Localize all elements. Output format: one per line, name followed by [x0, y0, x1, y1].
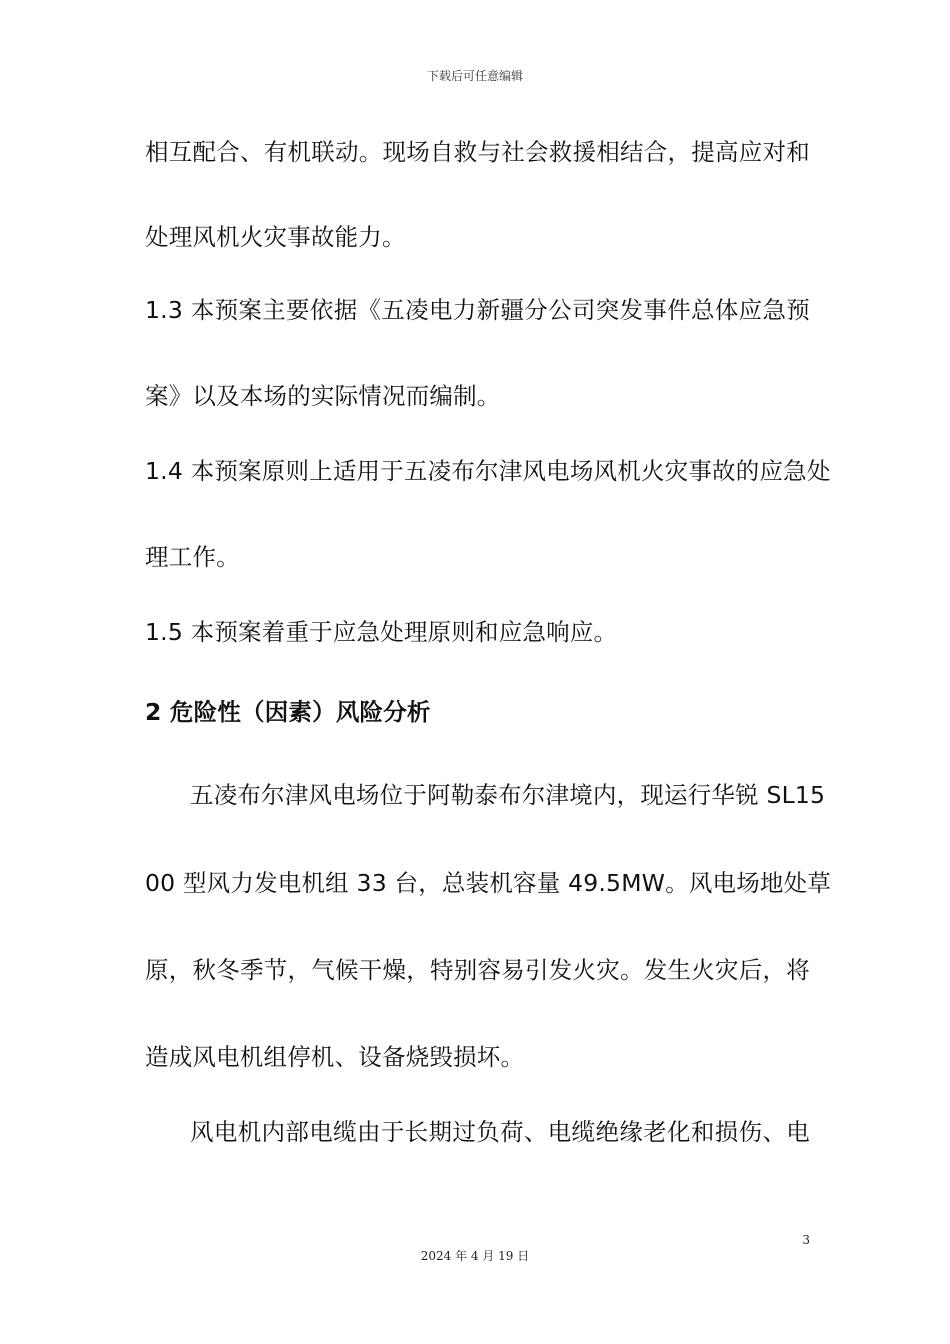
- body-line: 1.3 本预案主要依据《五凌电力新疆分公司突发事件总体应急预: [145, 296, 810, 324]
- header-note: 下载后可任意编辑: [426, 69, 523, 83]
- page-number: 3: [802, 1233, 810, 1247]
- body-line: 1.5 本预案着重于应急处理原则和应急响应。: [145, 618, 618, 646]
- body-line: 处理风机火灾事故能力。: [145, 223, 406, 251]
- paragraph-first-line: 风电机内部电缆由于长期过负荷、电缆绝缘老化和损伤、电: [190, 1118, 810, 1146]
- body-line: 造成风电机组停机、设备烧毁损坏。: [145, 1043, 525, 1071]
- body-line: 案》以及本场的实际情况而编制。: [145, 382, 501, 410]
- body-line: 原，秋冬季节，气候干燥，特别容易引发火灾。发生火灾后，将: [145, 956, 810, 984]
- paragraph-first-line: 五凌布尔津风电场位于阿勒泰布尔津境内，现运行华锐 SL15: [190, 781, 826, 809]
- footer-date: 2024 年 4 月 19 日: [420, 1249, 530, 1263]
- section-heading: 2 危险性（因素）风险分析: [145, 698, 431, 726]
- body-line: 00 型风力发电机组 33 台，总装机容量 49.5MW。风电场地处草: [145, 869, 832, 897]
- body-line: 相互配合、有机联动。现场自救与社会救援相结合，提高应对和: [145, 138, 810, 166]
- body-line: 理工作。: [145, 543, 240, 571]
- body-line: 1.4 本预案原则上适用于五凌布尔津风电场风机火灾事故的应急处: [145, 457, 831, 485]
